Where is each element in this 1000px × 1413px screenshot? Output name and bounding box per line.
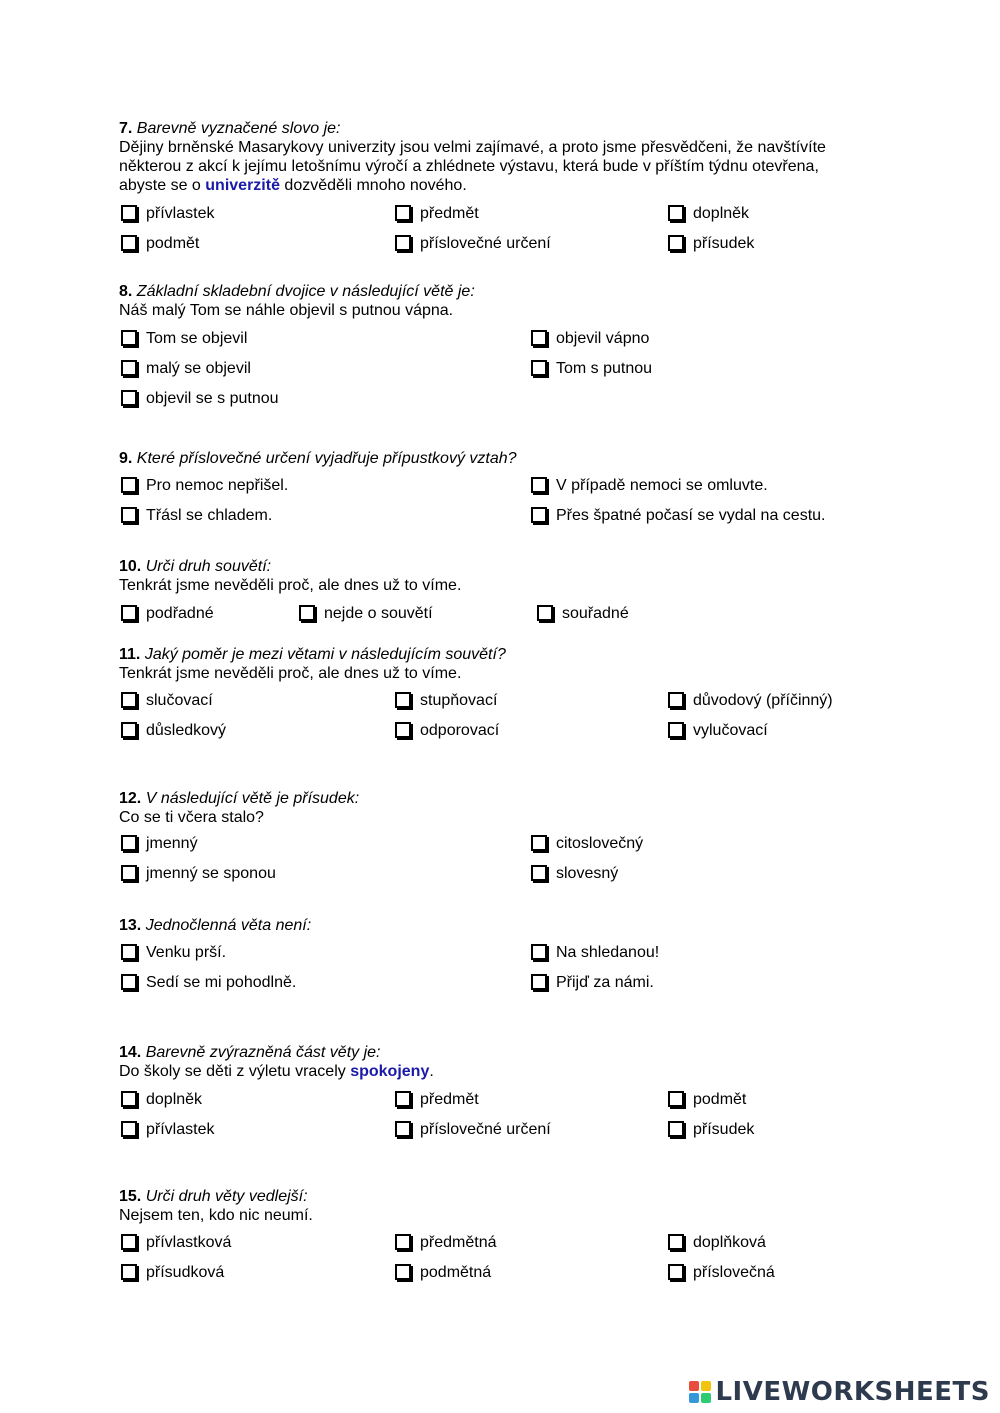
answer-option[interactable]: objevil se s putnou xyxy=(121,386,279,408)
question-13 xyxy=(119,916,879,935)
question-number: 10. xyxy=(119,558,142,575)
answer-option[interactable]: podmětná xyxy=(395,1260,491,1282)
checkbox-icon[interactable] xyxy=(395,1264,411,1280)
checkbox-icon[interactable] xyxy=(531,507,547,523)
answer-option[interactable]: Třásl se chladem. xyxy=(121,503,272,525)
checkbox-icon[interactable] xyxy=(668,1234,684,1250)
checkbox-icon[interactable] xyxy=(531,835,547,851)
highlighted-word: spokojeny xyxy=(350,1063,430,1080)
question-prompt: Základní skladební dvojice v následující větě je: xyxy=(136,283,475,300)
answer-option[interactable]: přísudková xyxy=(121,1260,224,1282)
answer-option[interactable]: Na shledanou! xyxy=(531,940,659,962)
checkbox-icon[interactable] xyxy=(121,835,137,851)
checkbox-icon[interactable] xyxy=(395,205,411,221)
answer-option[interactable]: jmenný se sponou xyxy=(121,861,276,883)
checkbox-icon[interactable] xyxy=(395,1091,411,1107)
sentence-line: Dějiny brněnské Masarykovy univerzity jsou velmi zajímavé, a proto jsme přesvědčeni, že navštívíte xyxy=(119,139,826,156)
checkbox-icon[interactable] xyxy=(121,1121,137,1137)
answer-option[interactable]: přívlastek xyxy=(121,1117,214,1139)
question-11 xyxy=(119,645,879,683)
checkbox-icon[interactable] xyxy=(121,507,137,523)
liveworksheets-logo xyxy=(689,1377,990,1407)
sentence-line: Co se ti včera stalo? xyxy=(119,809,264,826)
checkbox-icon[interactable] xyxy=(668,722,684,738)
checkbox-icon[interactable] xyxy=(121,865,137,881)
question-15 xyxy=(119,1187,879,1225)
question-number: 9. xyxy=(119,450,133,467)
answer-option[interactable]: přívlastek xyxy=(121,201,214,223)
question-7 xyxy=(119,119,879,195)
checkbox-icon[interactable] xyxy=(121,974,137,990)
checkbox-icon[interactable] xyxy=(121,235,137,251)
sentence-line: některou z akcí k jejímu letošnímu výročí a zhlédnete výstavu, která bude v příštím týdnu otevřena, xyxy=(119,158,819,175)
checkbox-icon[interactable] xyxy=(121,360,137,376)
checkbox-icon[interactable] xyxy=(531,865,547,881)
answer-option[interactable]: citoslovečný xyxy=(531,831,643,853)
answer-option[interactable]: podřadné xyxy=(121,601,214,623)
question-prompt: Barevně zvýrazněná část věty je: xyxy=(145,1044,381,1061)
checkbox-icon[interactable] xyxy=(668,692,684,708)
answer-option[interactable]: malý se objevil xyxy=(121,356,251,378)
answer-option[interactable]: Přijď za námi. xyxy=(531,970,654,992)
answer-option[interactable]: slovesný xyxy=(531,861,618,883)
checkbox-icon[interactable] xyxy=(121,390,137,406)
checkbox-icon[interactable] xyxy=(395,1121,411,1137)
checkbox-icon[interactable] xyxy=(668,1091,684,1107)
checkbox-icon[interactable] xyxy=(531,330,547,346)
logo-square xyxy=(701,1393,711,1403)
answer-option[interactable]: objevil vápno xyxy=(531,326,649,348)
answer-option[interactable]: důsledkový xyxy=(121,718,226,740)
highlighted-word: univerzitě xyxy=(205,177,280,194)
answer-option[interactable]: příslovečné určení xyxy=(395,231,551,253)
answer-option[interactable]: předmět xyxy=(395,1087,479,1109)
sentence-line: Tenkrát jsme nevěděli proč, ale dnes už to víme. xyxy=(119,577,462,594)
answer-option[interactable]: doplňková xyxy=(668,1230,766,1252)
question-prompt: Urči druh souvětí: xyxy=(145,558,272,575)
sentence-line: Nejsem ten, kdo nic neumí. xyxy=(119,1207,313,1224)
question-number: 15. xyxy=(119,1188,142,1205)
question-9 xyxy=(119,449,879,468)
question-number: 12. xyxy=(119,790,142,807)
checkbox-icon[interactable] xyxy=(668,1121,684,1137)
checkbox-icon[interactable] xyxy=(121,205,137,221)
checkbox-icon[interactable] xyxy=(395,692,411,708)
sentence-line: Tenkrát jsme nevěděli proč, ale dnes už to víme. xyxy=(119,665,462,682)
answer-option[interactable]: přísudek xyxy=(668,231,754,253)
answer-option[interactable]: důvodový (příčinný) xyxy=(668,688,833,710)
answer-option[interactable]: podmět xyxy=(668,1087,746,1109)
answer-option[interactable]: Venku prší. xyxy=(121,940,226,962)
checkbox-icon[interactable] xyxy=(121,722,137,738)
answer-option[interactable]: slučovací xyxy=(121,688,213,710)
sentence-line: Do školy se děti z výletu vracely spokojeny. xyxy=(119,1063,434,1080)
answer-option[interactable]: Tom s putnou xyxy=(531,356,652,378)
answer-option[interactable]: jmenný xyxy=(121,831,198,853)
question-number: 8. xyxy=(119,283,133,300)
answer-option[interactable]: příslovečná xyxy=(668,1260,775,1282)
answer-option[interactable]: předmětná xyxy=(395,1230,497,1252)
answer-option[interactable]: přísudek xyxy=(668,1117,754,1139)
question-number: 11. xyxy=(119,646,141,663)
checkbox-icon[interactable] xyxy=(531,974,547,990)
checkbox-icon[interactable] xyxy=(395,1234,411,1250)
question-number: 13. xyxy=(119,917,142,934)
logo-text: LIVEWORKSHEETS xyxy=(715,1377,990,1407)
checkbox-icon[interactable] xyxy=(531,944,547,960)
checkbox-icon[interactable] xyxy=(299,605,315,621)
answer-option[interactable]: doplněk xyxy=(121,1087,202,1109)
logo-icon xyxy=(689,1381,711,1403)
answer-option[interactable]: nejde o souvětí xyxy=(299,601,433,623)
logo-square xyxy=(701,1381,711,1391)
answer-option[interactable]: vylučovací xyxy=(668,718,768,740)
checkbox-icon[interactable] xyxy=(537,605,553,621)
checkbox-icon[interactable] xyxy=(121,605,137,621)
answer-option[interactable]: Pro nemoc nepřišel. xyxy=(121,473,288,495)
answer-option[interactable]: V případě nemoci se omluvte. xyxy=(531,473,768,495)
checkbox-icon[interactable] xyxy=(531,477,547,493)
checkbox-icon[interactable] xyxy=(121,944,137,960)
question-10 xyxy=(119,557,879,595)
answer-option[interactable]: Sedí se mi pohodlně. xyxy=(121,970,296,992)
checkbox-icon[interactable] xyxy=(395,235,411,251)
checkbox-icon[interactable] xyxy=(121,477,137,493)
question-8 xyxy=(119,282,879,320)
answer-option[interactable]: Tom se objevil xyxy=(121,326,247,348)
answer-option[interactable]: příslovečné určení xyxy=(395,1117,551,1139)
answer-option[interactable]: stupňovací xyxy=(395,688,497,710)
checkbox-icon[interactable] xyxy=(121,692,137,708)
checkbox-icon[interactable] xyxy=(395,722,411,738)
checkbox-icon[interactable] xyxy=(121,1264,137,1280)
checkbox-icon[interactable] xyxy=(668,1264,684,1280)
question-prompt: Které příslovečné určení vyjadřuje přípustkový vztah? xyxy=(136,450,517,467)
checkbox-icon[interactable] xyxy=(668,205,684,221)
question-prompt: V následující větě je přísudek: xyxy=(145,790,360,807)
checkbox-icon[interactable] xyxy=(668,235,684,251)
checkbox-icon[interactable] xyxy=(121,330,137,346)
checkbox-icon[interactable] xyxy=(121,1234,137,1250)
answer-option[interactable]: přívlastková xyxy=(121,1230,231,1252)
checkbox-icon[interactable] xyxy=(531,360,547,376)
sentence-line: abyste se o univerzitě dozvěděli mnoho nového. xyxy=(119,177,467,194)
answer-option[interactable]: Přes špatné počasí se vydal na cestu. xyxy=(531,503,825,525)
sentence-line: Náš malý Tom se náhle objevil s putnou vápna. xyxy=(119,302,454,319)
question-prompt: Urči druh věty vedlejší: xyxy=(145,1188,308,1205)
logo-square xyxy=(689,1381,699,1391)
answer-option[interactable]: podmět xyxy=(121,231,199,253)
answer-option[interactable]: doplněk xyxy=(668,201,749,223)
question-prompt: Jaký poměr je mezi větami v následujícím souvětí? xyxy=(144,646,506,663)
question-14 xyxy=(119,1043,879,1081)
question-number: 14. xyxy=(119,1044,142,1061)
question-number: 7. xyxy=(119,120,133,137)
question-12 xyxy=(119,789,879,827)
answer-option[interactable]: souřadné xyxy=(537,601,629,623)
question-prompt: Jednočlenná věta není: xyxy=(145,917,312,934)
checkbox-icon[interactable] xyxy=(121,1091,137,1107)
question-prompt: Barevně vyznačené slovo je: xyxy=(136,120,341,137)
logo-square xyxy=(689,1393,699,1403)
answer-option[interactable]: předmět xyxy=(395,201,479,223)
answer-option[interactable]: odporovací xyxy=(395,718,499,740)
